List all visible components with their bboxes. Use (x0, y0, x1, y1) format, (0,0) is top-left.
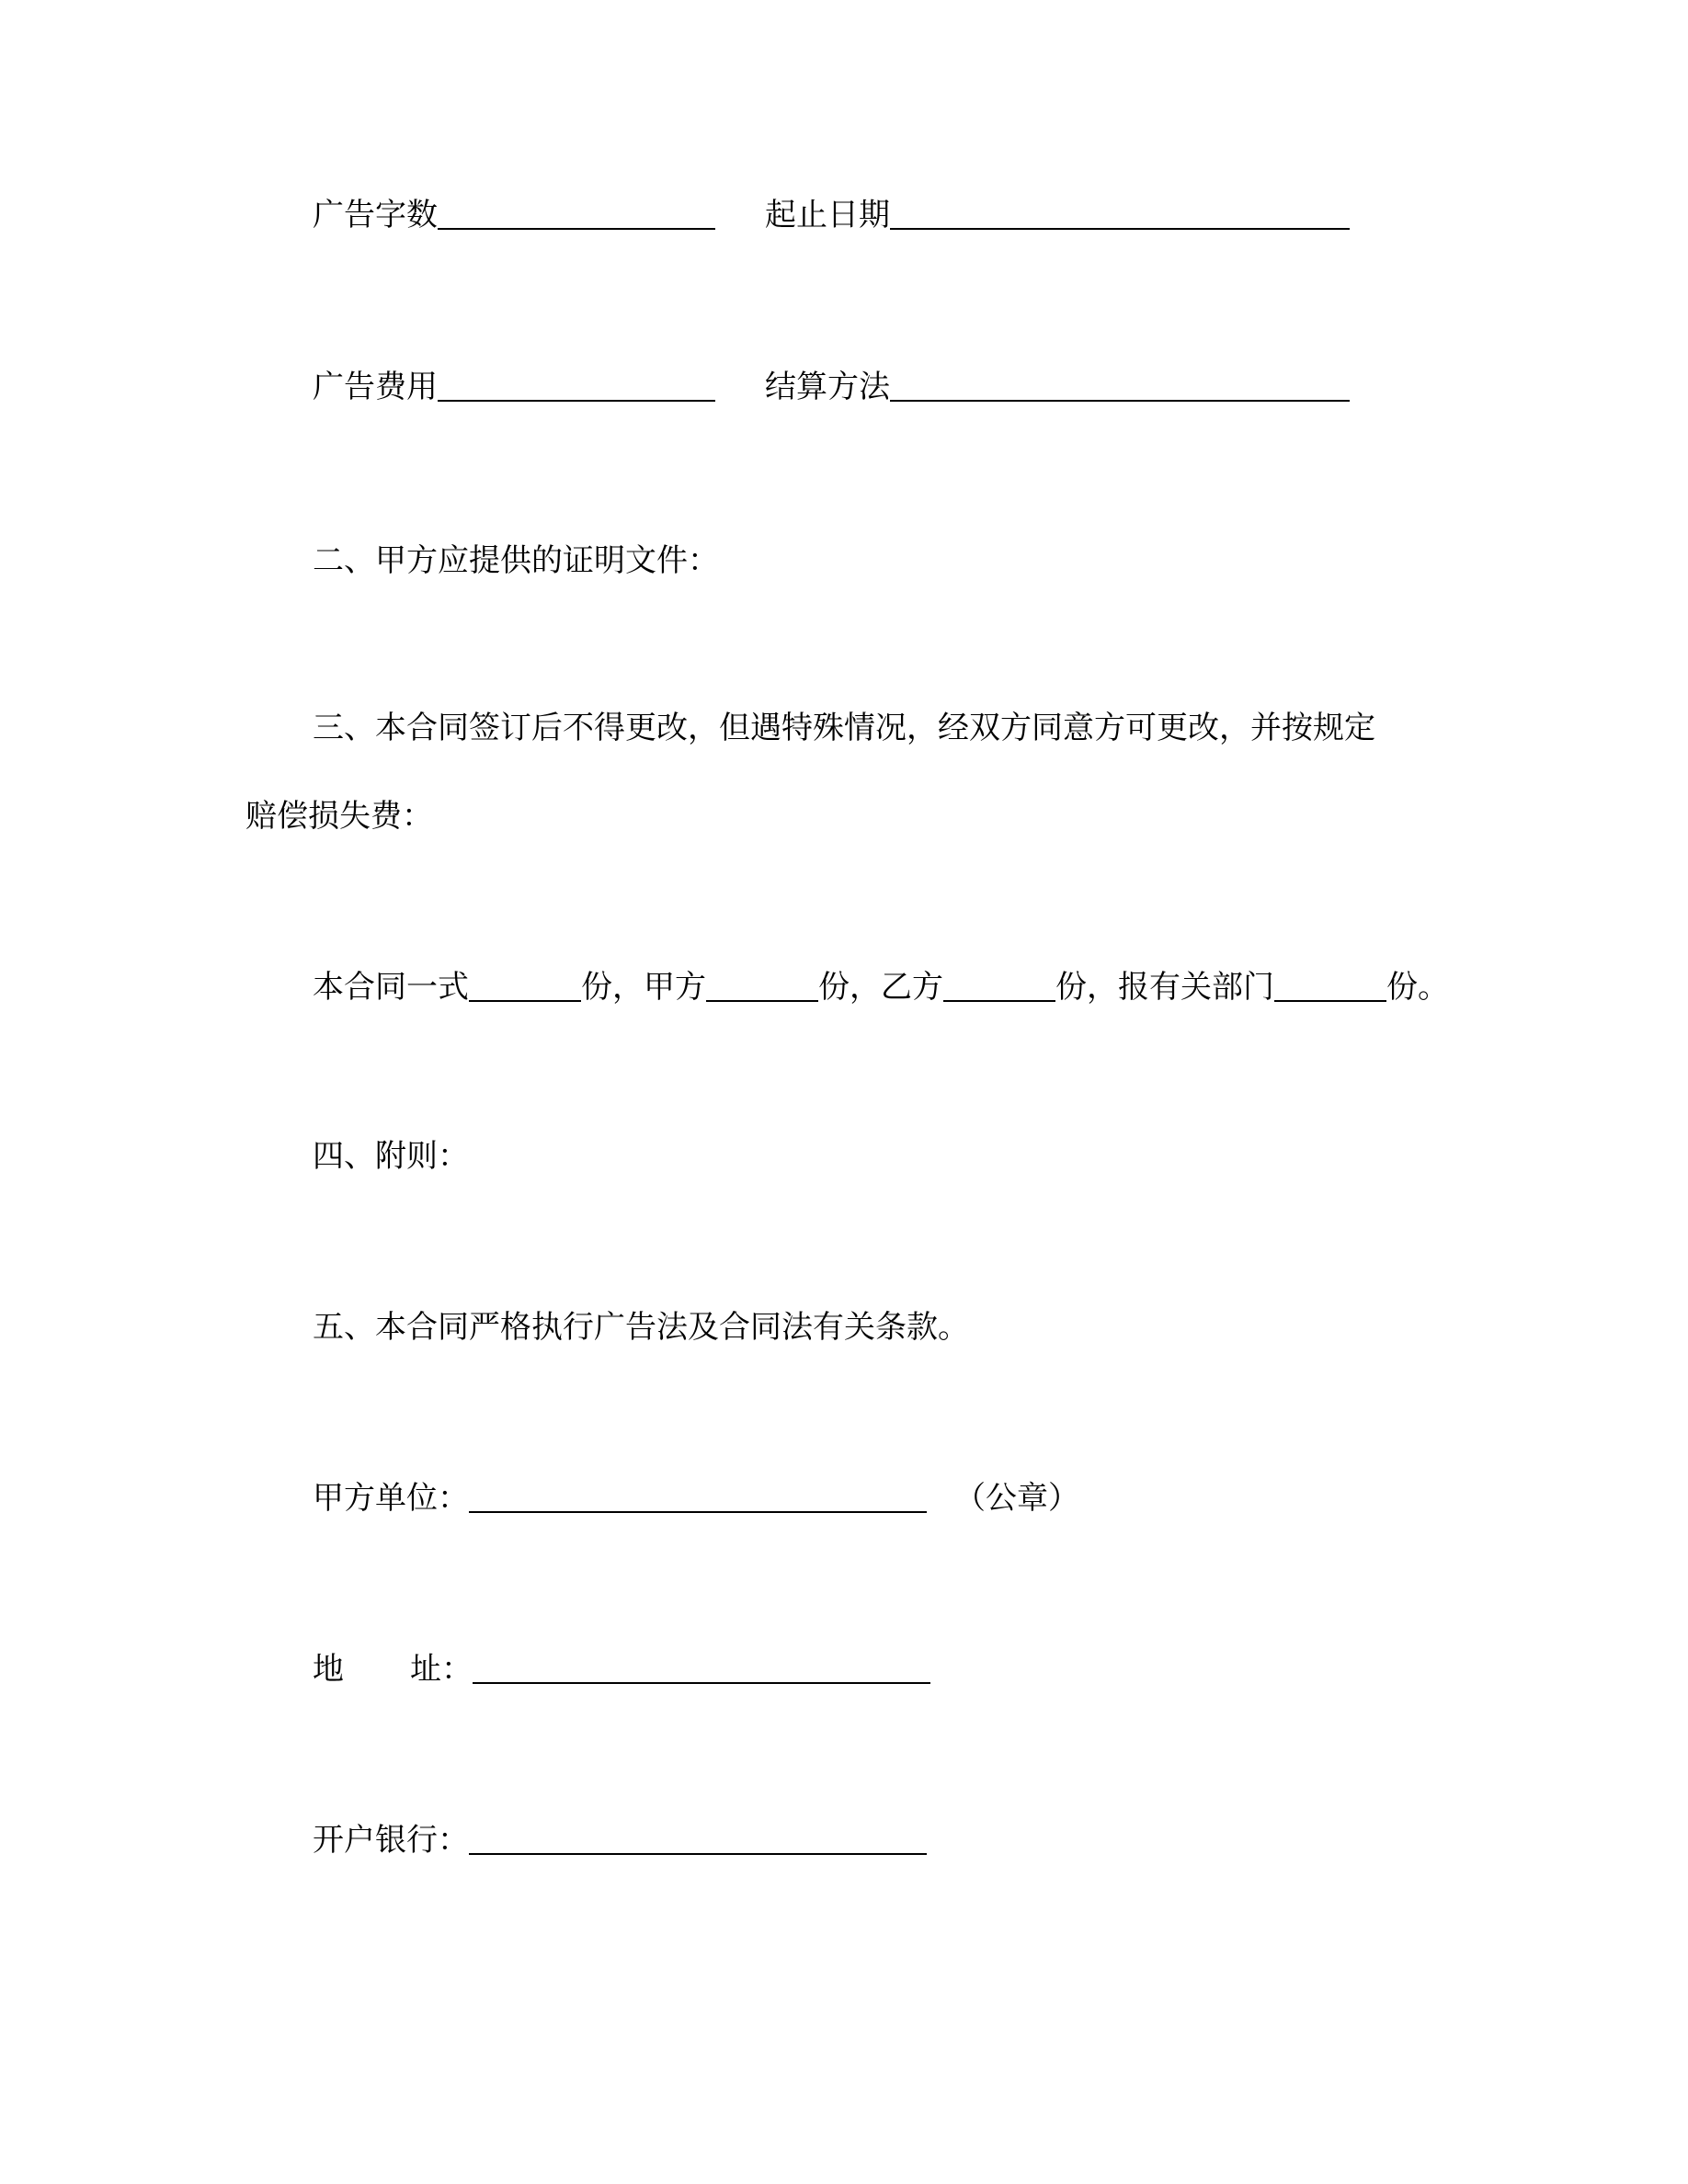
party-a-unit-row (313, 1480, 1079, 1517)
bank-field[interactable] (469, 1826, 927, 1855)
bank-row (313, 1822, 927, 1859)
bank-label: 开户银行： (313, 1822, 469, 1859)
copies-part-1: 份，甲方 (581, 969, 706, 1006)
copies-suffix: 份。 (1386, 969, 1449, 1006)
ad-fee-field[interactable] (438, 372, 715, 402)
party-b-copies-field[interactable] (943, 973, 1055, 1002)
clause-2: 二、甲方应提供的证明文件： (313, 542, 719, 579)
settlement-method-field[interactable] (890, 372, 1350, 402)
party-a-unit-label: 甲方单位： (313, 1480, 469, 1517)
address-row (313, 1651, 930, 1688)
address-label-char-1: 地 (313, 1651, 344, 1688)
date-range-label: 起止日期 (765, 197, 890, 233)
address-field[interactable] (473, 1655, 930, 1684)
party-a-unit-field[interactable] (469, 1484, 927, 1513)
copies-row (313, 969, 1449, 1006)
ad-word-count-label: 广告字数 (313, 197, 438, 233)
clause-5: 五、本合同严格执行广告法及合同法有关条款。 (313, 1309, 969, 1346)
copies-part-2: 份，乙方 (818, 969, 943, 1006)
settlement-method-label: 结算方法 (765, 369, 890, 405)
address-label-char-2: 址： (410, 1651, 473, 1688)
department-copies-field[interactable] (1274, 973, 1386, 1002)
clause-3-line-2: 赔偿损失费： (245, 798, 433, 835)
seal-note: （公章） (954, 1480, 1079, 1517)
date-range-field[interactable] (890, 200, 1350, 230)
total-copies-field[interactable] (469, 973, 581, 1002)
copies-part-3: 份，报有关部门 (1055, 969, 1274, 1006)
ad-fee-row (313, 369, 1350, 405)
ad-fee-label: 广告费用 (313, 369, 438, 405)
party-a-copies-field[interactable] (706, 973, 818, 1002)
copies-prefix: 本合同一式 (313, 969, 469, 1006)
clause-4: 四、附则： (313, 1138, 469, 1175)
ad-word-count-row (313, 197, 1350, 233)
ad-word-count-field[interactable] (438, 200, 715, 230)
clause-3-line-1: 三、本合同签订后不得更改，但遇特殊情况，经双方同意方可更改，并按规定 (313, 710, 1375, 746)
